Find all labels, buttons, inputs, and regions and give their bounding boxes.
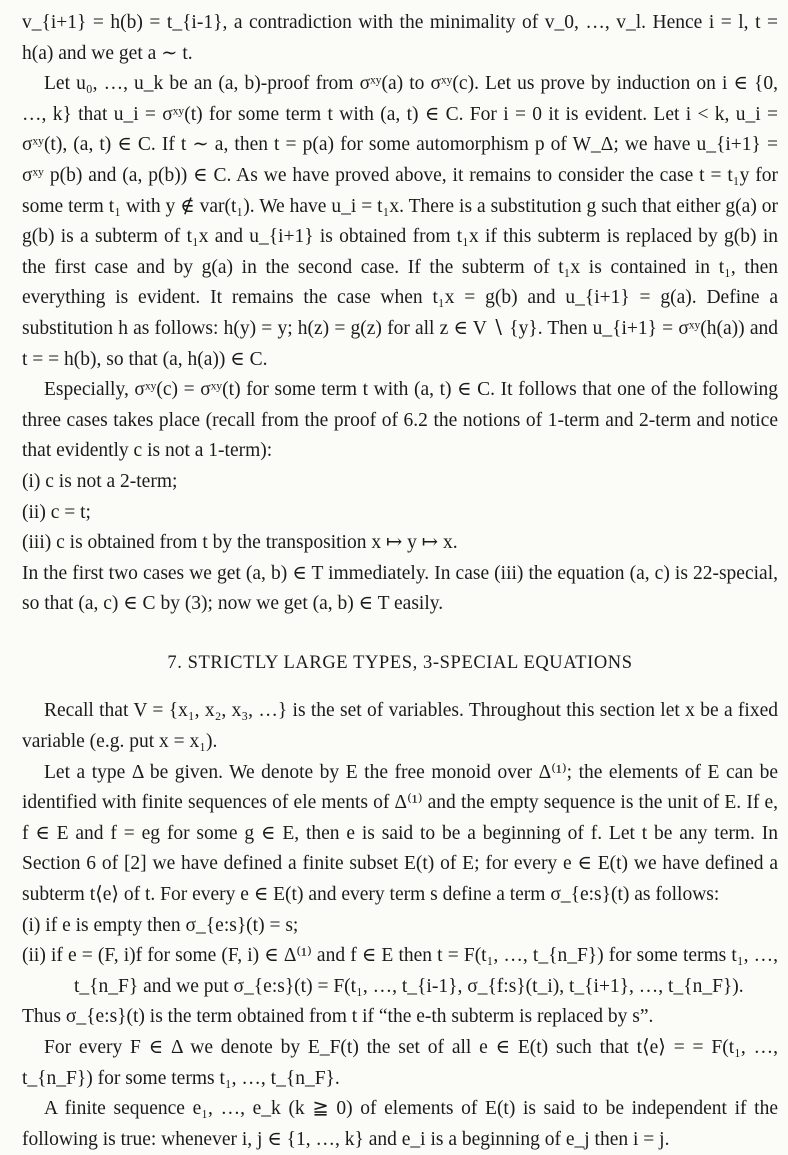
paragraph-contradiction: v_{i+1} = h(b) = t_{i-1}, a contradiction with the minimality of v_0, …, v_l. Hence i = l, t = h(a) and we get a ∼ t. (22, 12, 778, 64)
paragraph-ef-definition: For every F ∈ Δ we denote by E_F(t) the set of all e ∈ E(t) such that t⟨e⟩ = = F(t₁, …, t_{n_F}) for some terms t₁, …, t_{n_F}. (22, 1037, 778, 1089)
paragraph-independent-sequence: A finite sequence e₁, …, e_k (k ≧ 0) of elements of E(t) is said to be independent if the following is true: whenever i, j ∈ {1, …, k} and e_i is a beginning of e_j then i = j. (22, 1098, 778, 1150)
case-text: if e is empty then σ_{e:s}(t) = s; (45, 914, 299, 936)
paragraph-subterm-replacement: Thus σ_{e:s}(t) is the term obtained from t if “the e-th subterm is replaced by s”. (22, 1006, 654, 1028)
case-item (22, 528, 778, 559)
case-text: c is not a 2-term; (45, 470, 178, 492)
case-number: (i) (22, 470, 41, 492)
case-number: (ii) (22, 501, 46, 523)
case-number: (ii) (22, 945, 46, 967)
case-text: if e = (F, i)f for some (F, i) ∈ Δ⁽¹⁾ and f ∈ E then t = F(t₁, …, t_{n_F}) for some terms t₁, …, t_{n_F} and we put σ_{e:s}(t) = F(t₁, …, t_{i-1}, σ_{f:s}(t_i), t_{i+1}, …, t_{n_F}). (50, 945, 779, 997)
case-item (22, 467, 778, 498)
case-text: c = t; (50, 501, 91, 523)
case-item (22, 941, 778, 1002)
paragraph-induction-proof: Let u₀, …, u_k be an (a, b)-proof from σˣʸ(a) to σˣʸ(c). Let us prove by induction on i ∈ {0, …, k} that u_i = σˣʸ(t) for some term t with (a, t) ∈ C. For i = 0 it is evident. Let i < k, u_i = σˣʸ(t), (a, t) ∈ C. If t ∼ a, then t = p(a) for some automorphism p of W_Δ; we have u_{i+1} = σˣʸ p(b) and (a, p(b)) ∈ C. As we have proved above, it remains to consider the case t = t₁y for some term t₁ with y ∉ var(t₁). We have u_i = t₁x. There is a substitution g such that either g(a) or g(b) is a subterm of t₁x and u_{i+1} is obtained from t₁x if this subterm is replaced by g(b) in the first case and by g(a) in the second case. If the subterm of t₁x is contained in t₁, then everything is evident. It remains the case when t₁x = g(b) and u_{i+1} = g(a). Define a substitution h as follows: h(y) = y; h(z) = g(z) for all z ∈ V ∖ {y}. Then u_{i+1} = σˣʸ(h(a)) and t = = h(b), so that (a, h(a)) ∈ C. (22, 73, 778, 370)
case-item (22, 498, 778, 529)
case-item (22, 911, 778, 942)
case-number: (i) (22, 914, 41, 936)
paragraph-three-cases-intro: Especially, σˣʸ(c) = σˣʸ(t) for some term t with (a, t) ∈ C. It follows that one of the following three cases takes place (recall from the proof of 6.2 the notions of 1-term and 2-term and notice that evidently c is not a 1-term): (22, 379, 778, 462)
case-number: (iii) (22, 532, 52, 554)
case-list-2 (22, 911, 778, 1003)
section-heading: 7. STRICTLY LARGE TYPES, 3-SPECIAL EQUATIONS (167, 652, 633, 673)
paragraph-variables: Recall that V = {x₁, x₂, x₃, …} is the set of variables. Throughout this section let x be a fixed variable (e.g. put x = x₁). (22, 700, 778, 753)
paragraph-case-conclusion: In the first two cases we get (a, b) ∈ T immediately. In case (iii) the equation (a, c) is 22-special, so that (a, c) ∈ C by (3); now we get (a, b) ∈ T easily. (22, 562, 778, 615)
paragraph-free-monoid: Let a type Δ be given. We denote by E the free monoid over Δ⁽¹⁾; the elements of E can be identified with finite sequences of ele ments of Δ⁽¹⁾ and the empty sequence is the unit of E. If e, f ∈ E and f = eg for some g ∈ E, then e is said to be a beginning of f. Let t be any term. In Section 6 of [2] we have defined a finite subset E(t) of E; for every e ∈ E(t) we have defined a subterm t⟨e⟩ of t. For every e ∈ E(t) and every term s define a term σ_{e:s}(t) as follows: (22, 761, 778, 906)
case-text: c is obtained from t by the transposition x ↦ y ↦ x. (56, 532, 458, 554)
case-list-1 (22, 467, 778, 559)
